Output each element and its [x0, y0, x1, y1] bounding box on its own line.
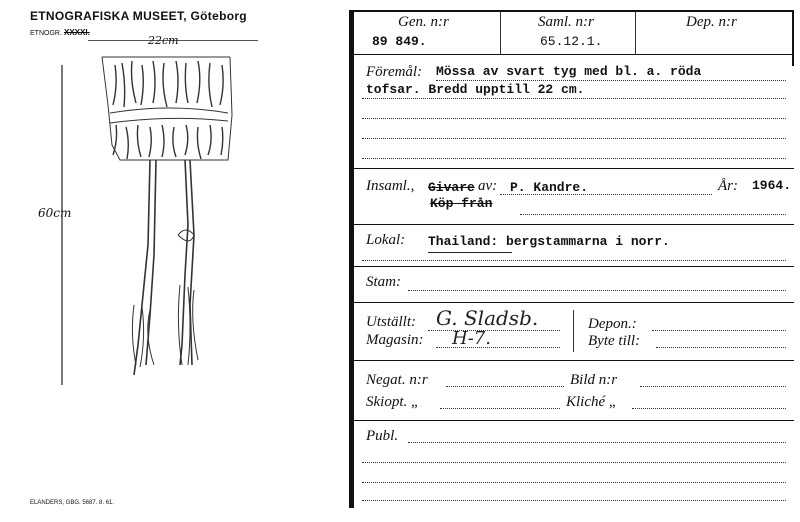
section-rule-5: [354, 360, 794, 361]
insaml-av-label: av:: [478, 178, 498, 194]
gen-nr-label: Gen. n:r: [398, 14, 449, 30]
header-divider-1: [500, 12, 501, 54]
lokal-underline: [428, 252, 512, 253]
insaml-dotline-2: [520, 214, 786, 215]
museum-name: ETNOGRAFISKA MUSEET, Göteborg: [30, 9, 247, 23]
depon-dotline: [652, 330, 786, 331]
foremal-dotline-2: [362, 98, 786, 99]
bild-dotline: [640, 386, 786, 387]
kliche-label: Kliché „: [566, 394, 618, 410]
header-bottom-border: [354, 54, 794, 55]
depon-label: Depon.:: [588, 316, 637, 332]
gen-nr-value: 89 849.: [372, 34, 427, 49]
foremal-line-1: Mössa av svart tyg med bl. a. röda: [436, 64, 702, 79]
insaml-struck-line-2: Köp från: [430, 196, 493, 211]
negat-dotline: [446, 386, 564, 387]
utstallt-label: Utställt:: [366, 314, 417, 330]
publ-dotline-4: [362, 500, 786, 501]
publ-dotline-1: [408, 442, 786, 443]
byte-dotline: [656, 347, 786, 348]
utstallt-dotline: [428, 330, 560, 331]
right-border: [792, 10, 794, 66]
section-rule-6: [354, 420, 794, 421]
lokal-value: Thailand: bergstammarna i norr.: [428, 234, 670, 249]
stam-label: Stam:: [366, 274, 401, 290]
foremal-dotline-3: [362, 118, 786, 119]
foremal-dotline-1: [436, 80, 786, 81]
publ-dotline-2: [362, 462, 786, 463]
skiopt-label: Skiopt. „: [366, 394, 420, 410]
bild-label: Bild n:r: [570, 372, 618, 388]
section-rule-3: [354, 266, 794, 267]
magasin-handwritten-value: H-7.: [452, 328, 491, 349]
byte-till-label: Byte till:: [588, 333, 641, 349]
header-divider-2: [635, 12, 636, 54]
section-rule-4: [354, 302, 794, 303]
etnogr-label: ETNOGR.: [30, 30, 62, 37]
skiopt-dotline: [440, 408, 560, 409]
foremal-line-2: tofsar. Bredd upptill 22 cm.: [366, 82, 585, 97]
foremal-dotline-4: [362, 138, 786, 139]
utstallt-handwritten-value: G. Sladsb.: [436, 306, 539, 330]
insaml-label: Insaml.,: [366, 178, 415, 194]
publ-dotline-3: [362, 482, 786, 483]
foremal-label: Föremål:: [366, 64, 423, 80]
left-vertical-border: [349, 10, 354, 508]
width-annotation: 22cm: [148, 34, 179, 47]
ar-value: 1964.: [752, 178, 792, 193]
insaml-collector: P. Kandre.: [510, 180, 589, 195]
stam-dotline: [408, 290, 786, 291]
magasin-dotline: [436, 347, 560, 348]
utstallt-vertical-divider: [573, 310, 574, 352]
dep-nr-label: Dep. n:r: [686, 14, 737, 30]
saml-nr-label: Saml. n:r: [538, 14, 594, 30]
negat-label: Negat. n:r: [366, 372, 428, 388]
saml-nr-value: 65.12.1.: [540, 34, 603, 49]
header-border-top: [349, 10, 794, 12]
insaml-dotline-1: [500, 194, 712, 195]
lokal-dotline: [362, 260, 786, 261]
length-annotation: 60cm: [38, 206, 72, 220]
publ-label: Publ.: [366, 428, 399, 444]
magasin-label: Magasin:: [366, 332, 424, 348]
section-rule-2: [354, 224, 794, 225]
ar-label: År:: [718, 178, 738, 194]
foremal-dotline-5: [362, 158, 786, 159]
lokal-label: Lokal:: [366, 232, 406, 248]
kliche-dotline: [632, 408, 786, 409]
hat-sketch-image: [50, 45, 250, 395]
section-rule-1: [354, 168, 794, 169]
printer-line: ELANDERS, GBG. 5687. 8. 61.: [30, 500, 115, 506]
insaml-struck-word: Givare: [428, 180, 475, 195]
etnogr-struck-number: XXXXI.: [64, 28, 90, 37]
